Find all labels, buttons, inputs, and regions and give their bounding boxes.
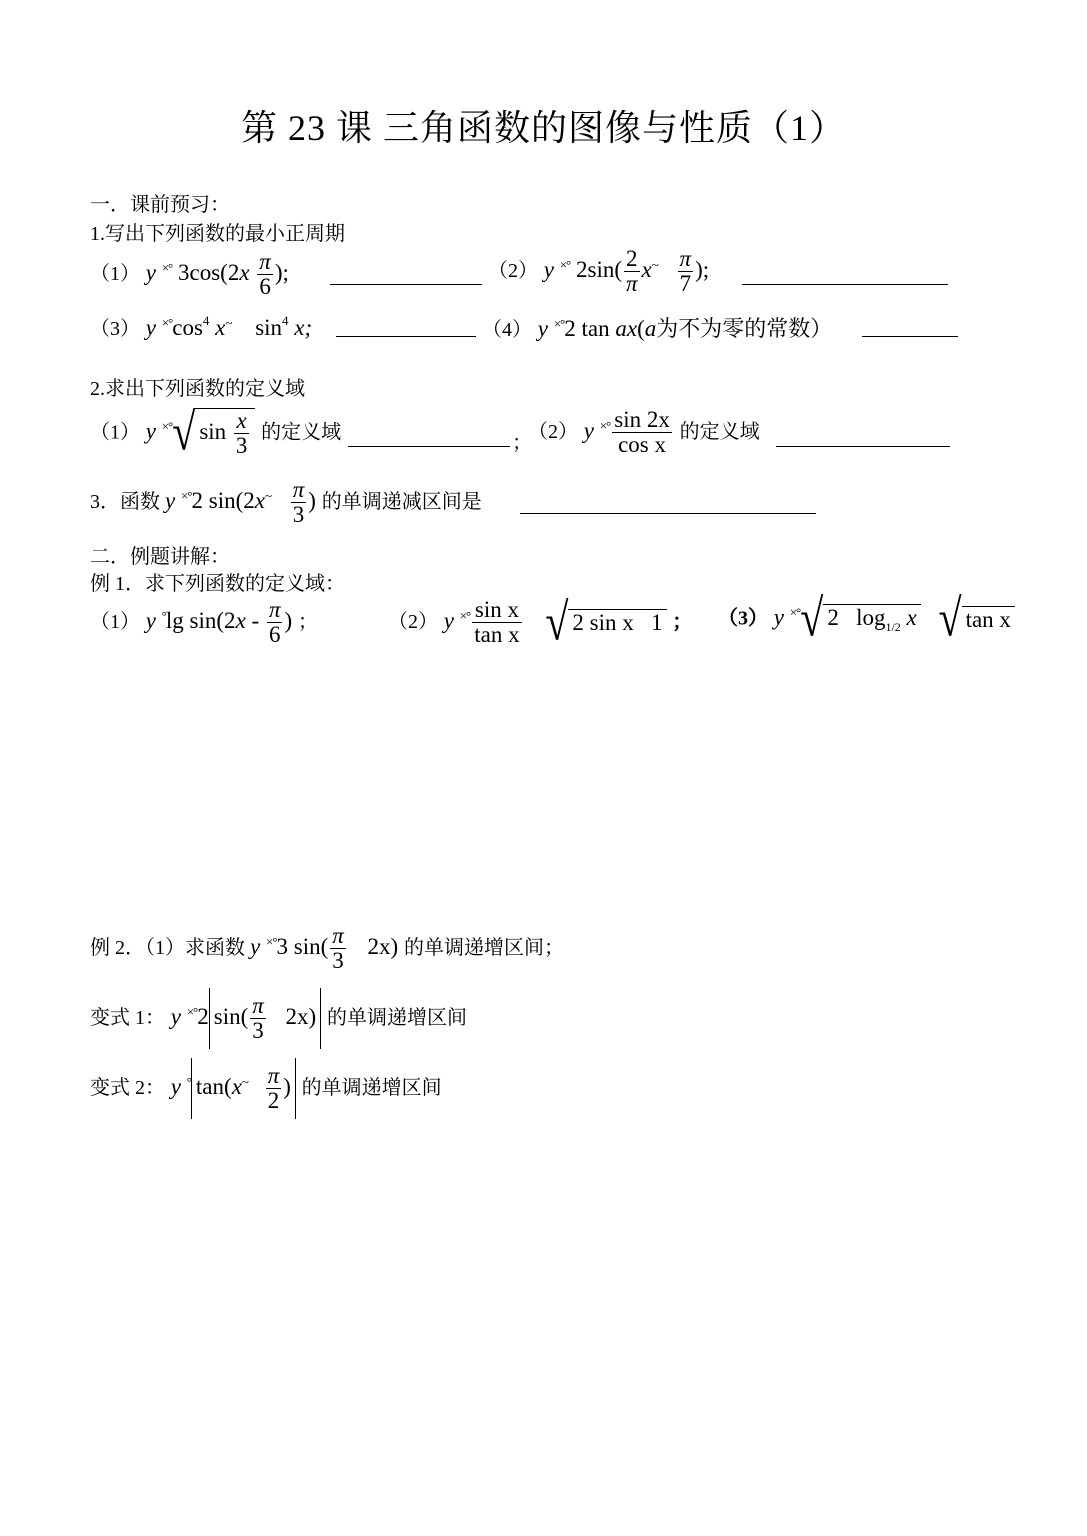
q1-p1-x: x: [239, 259, 250, 285]
q2-part2: [528, 408, 760, 457]
ex1-part2: [388, 593, 693, 652]
q3-pre: 3．函数: [90, 490, 165, 513]
q1-p3-exp: 4: [202, 313, 210, 328]
ex1-p3-num: （3）: [718, 607, 768, 630]
q2-sep: ；: [512, 432, 532, 454]
q1-p4-pre: 2 tan: [564, 316, 616, 341]
ex1-p1-y: y: [145, 607, 156, 633]
v1-label: 变式 1：: [90, 1006, 165, 1029]
q1-p2-x: x: [641, 256, 652, 282]
q1-p1-pre: 3cos(2: [178, 259, 240, 285]
ex1-p2-num: （2）: [388, 610, 438, 633]
ex1-p2-eq: ×°: [459, 607, 471, 623]
ex1-p2-y: y: [443, 607, 454, 633]
q3-body: 2 sin(2: [191, 487, 255, 513]
q1-part1: [90, 250, 289, 299]
ex1-p3-sqrt-sign: √: [800, 590, 824, 648]
q2-p2-suffix: 的定义域: [679, 420, 760, 443]
q3-tilde: ~: [264, 487, 272, 503]
q2-p1-suffix: 的定义域: [261, 421, 342, 444]
v1-y: y: [170, 1003, 181, 1029]
q1-part3: [90, 312, 312, 341]
ex1-p2-sqrt-sign: √: [545, 593, 569, 652]
q1-p2-answer-blank: [742, 284, 948, 285]
variant1: [90, 988, 467, 1049]
ex1-p3-eq: ×°: [789, 604, 801, 620]
q3-post: ): [308, 487, 316, 513]
ex1-p2-sep: ；: [672, 610, 693, 633]
q1-p2-post: );: [695, 256, 710, 282]
ex2-y: y: [250, 933, 261, 959]
v1-coef: 2: [197, 1003, 209, 1029]
q2-p1-num: （1）: [90, 421, 140, 444]
ex1-p1-num: （1）: [90, 610, 140, 633]
v2-y: y: [170, 1073, 181, 1099]
q1-p1-frac: $\frac{\pi}{6}$: [259, 249, 271, 300]
q3-answer-blank: [520, 513, 816, 514]
q3-x: x: [254, 487, 265, 513]
ex2-frac: $\frac{\pi}{3}$: [332, 923, 344, 974]
ex1-p1-eq: °: [161, 607, 166, 623]
q1-p4-num: （4）: [482, 319, 532, 341]
q3-suffix: 的单调递减区间是: [321, 490, 482, 513]
ex1-p3-sqrt2-sign: √: [938, 590, 962, 648]
q1-p3-y: y: [145, 315, 156, 340]
ex2-suffix: 的单调递增区间；: [403, 936, 564, 959]
q1-p1-answer-blank: [330, 284, 482, 285]
q1-p1-eq: ×°: [161, 259, 173, 275]
q2-p1-eq: ×°: [161, 418, 173, 434]
page-title: 第 23 课 三角函数的图像与性质（1）: [240, 108, 846, 148]
q2-p2-eq: ×°: [599, 417, 611, 433]
q1-p2-y: y: [543, 256, 554, 282]
ex2-eq: ×°: [265, 933, 277, 949]
q1-p4-note: 为不为零的常数）: [656, 316, 833, 341]
ex1-p1-pre: lg sin(2: [165, 607, 236, 633]
q1-p2-tilde: ~: [651, 256, 658, 272]
ex2-post: 2x): [367, 933, 399, 959]
v2-label: 变式 2：: [90, 1076, 165, 1099]
ex2-label: 例 2．（1）求函数: [90, 936, 250, 959]
q2-p2-num: （2）: [528, 420, 578, 443]
q1-p3-exp2: 4: [282, 313, 289, 328]
q3-frac: $\frac{\pi}{3}$: [292, 477, 305, 528]
q1-p4-paren: (: [637, 316, 645, 341]
ex1-p3-sqrt-body: 2 $\log_{1/2} x$: [823, 604, 920, 635]
q2-p2-frac: $\frac{\sin 2x}{\text{cos x}}$: [614, 407, 670, 458]
ex1-p1-x: x: [235, 607, 246, 633]
q3: [90, 478, 482, 527]
v2-abs: tan(x~ $\frac{\pi}{2}$ ): [191, 1058, 296, 1119]
q1-p3-cos: cos: [172, 315, 203, 340]
q2-part1: [90, 404, 342, 462]
ex1-part1: [90, 598, 318, 647]
q1-p4-ax: ax: [615, 316, 638, 341]
q2-p2-answer-blank: [776, 446, 950, 447]
q1-p3-x1: x: [215, 315, 226, 340]
q1-p3-tilde: ~: [225, 315, 232, 330]
ex1-p1-post: ): [284, 607, 293, 633]
q1-p4-answer-blank: [862, 336, 958, 337]
q2-p1-y: y: [145, 418, 156, 444]
ex1-p2-sqrt-body: 2 sin x 1: [568, 609, 666, 636]
q1-part4: [482, 312, 832, 343]
ex2: [90, 924, 564, 973]
section2-heading: 二．例题讲解：: [90, 546, 230, 568]
ex1-p1-frac: $\frac{\pi}{6}$: [268, 597, 281, 648]
ex1-p1-minus: -: [245, 607, 265, 633]
q2-p1-sqrt-sign: √: [172, 404, 196, 462]
variant2: [90, 1058, 442, 1119]
ex1-part3: [718, 590, 1015, 648]
q3-eq: ×°: [180, 487, 192, 503]
q2-p2-y: y: [583, 417, 594, 443]
v1-eq: ×°: [186, 1003, 198, 1019]
q1-part2: [488, 247, 709, 296]
v1-abs: sin( $\frac{\pi}{3}$ 2x): [209, 988, 321, 1049]
ex2-body: 3 sin(: [276, 933, 329, 959]
q2-p1-answer-blank: [348, 446, 510, 447]
ex1-p2-frac: $\frac{\text{sin x}}{\text{tan x}}$: [474, 597, 520, 648]
q1-p3-num: （3）: [90, 318, 140, 340]
q2-p1-sqrt-body: sin $\frac{x}{3}$: [195, 408, 255, 458]
q1-p3-answer-blank: [336, 336, 476, 337]
q1-p2-frac1: $\frac{2}{\pi}$: [626, 246, 638, 297]
q1-p2-num: （2）: [488, 259, 538, 282]
ex1-p3-sqrt2-body: tan x: [962, 606, 1015, 633]
q1-p3-x2: x;: [294, 315, 313, 340]
section1-heading: 一．课前预习：: [90, 194, 230, 216]
q1-p1-num: （1）: [90, 262, 140, 285]
q1-p1-post: );: [274, 259, 289, 285]
q1-p2-frac2: $\frac{\pi}{7}$: [679, 246, 692, 297]
q1-p3-eq: ×°: [161, 315, 173, 330]
q1-p4-y: y: [537, 316, 548, 341]
q1-label: 1.写出下列函数的最小正周期: [90, 223, 345, 245]
q1-p1-y: y: [145, 259, 156, 285]
v2-suffix: 的单调递增区间: [301, 1076, 442, 1099]
q1-p2-eq: ×°: [559, 256, 571, 272]
q2-label: 2.求出下列函数的定义域: [90, 378, 305, 400]
v1-suffix: 的单调递增区间: [326, 1006, 467, 1029]
v2-eq: °: [186, 1073, 191, 1089]
ex1-label: 例 1．求下列函数的定义域：: [90, 573, 345, 595]
q1-p4-a: a: [644, 316, 657, 341]
q3-y: y: [165, 487, 176, 513]
ex1-p3-y: y: [773, 604, 784, 630]
q1-p3-sin: sin: [255, 315, 283, 340]
q1-p4-eq: ×°: [553, 316, 565, 331]
q1-p2-pre: 2sin(: [576, 256, 622, 282]
ex1-p1-sep: ；: [297, 610, 318, 633]
